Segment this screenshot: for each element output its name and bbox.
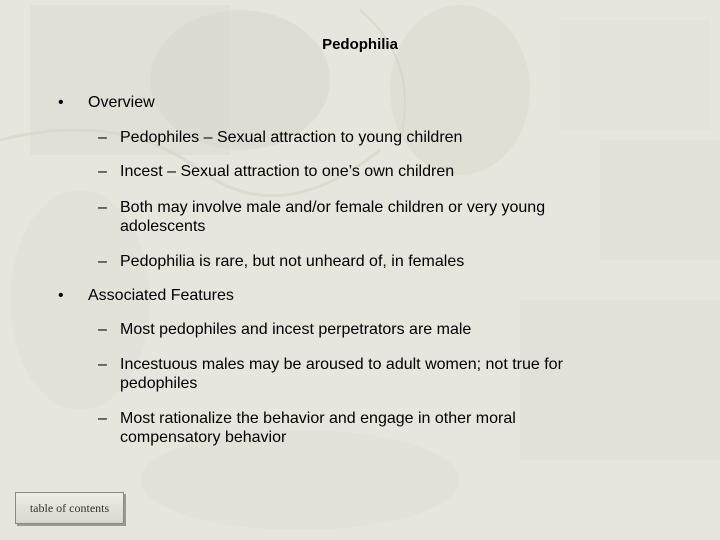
bullet-marker: • [58,287,64,304]
dash-marker: – [98,129,107,146]
dash-marker: – [98,253,107,270]
section-heading-associated-features: Associated Features [88,287,234,304]
dash-marker: – [98,321,107,338]
list-item: Both may involve male and/or female children or very young adolescents [120,199,546,235]
section-heading-overview: Overview [88,94,155,111]
slide-title: Pedophilia [322,36,398,53]
table-of-contents-button[interactable]: table of contents [15,492,124,524]
bullet-marker: • [58,94,64,111]
list-item: Pedophiles – Sexual attraction to young children [120,129,463,146]
list-item: Pedophilia is rare, but not unheard of, in females [120,253,465,270]
dash-marker: – [98,163,107,180]
dash-marker: – [98,410,107,427]
dash-marker: – [98,356,107,373]
dash-marker: – [98,199,107,216]
list-item: Incest – Sexual attraction to one’s own children [120,163,455,180]
list-item: Most pedophiles and incest perpetrators are male [120,321,472,338]
list-item: Incestuous males may be aroused to adult women; not true for pedophiles [120,356,563,392]
list-item: Most rationalize the behavior and engage in other moral compensatory behavior [120,410,516,446]
